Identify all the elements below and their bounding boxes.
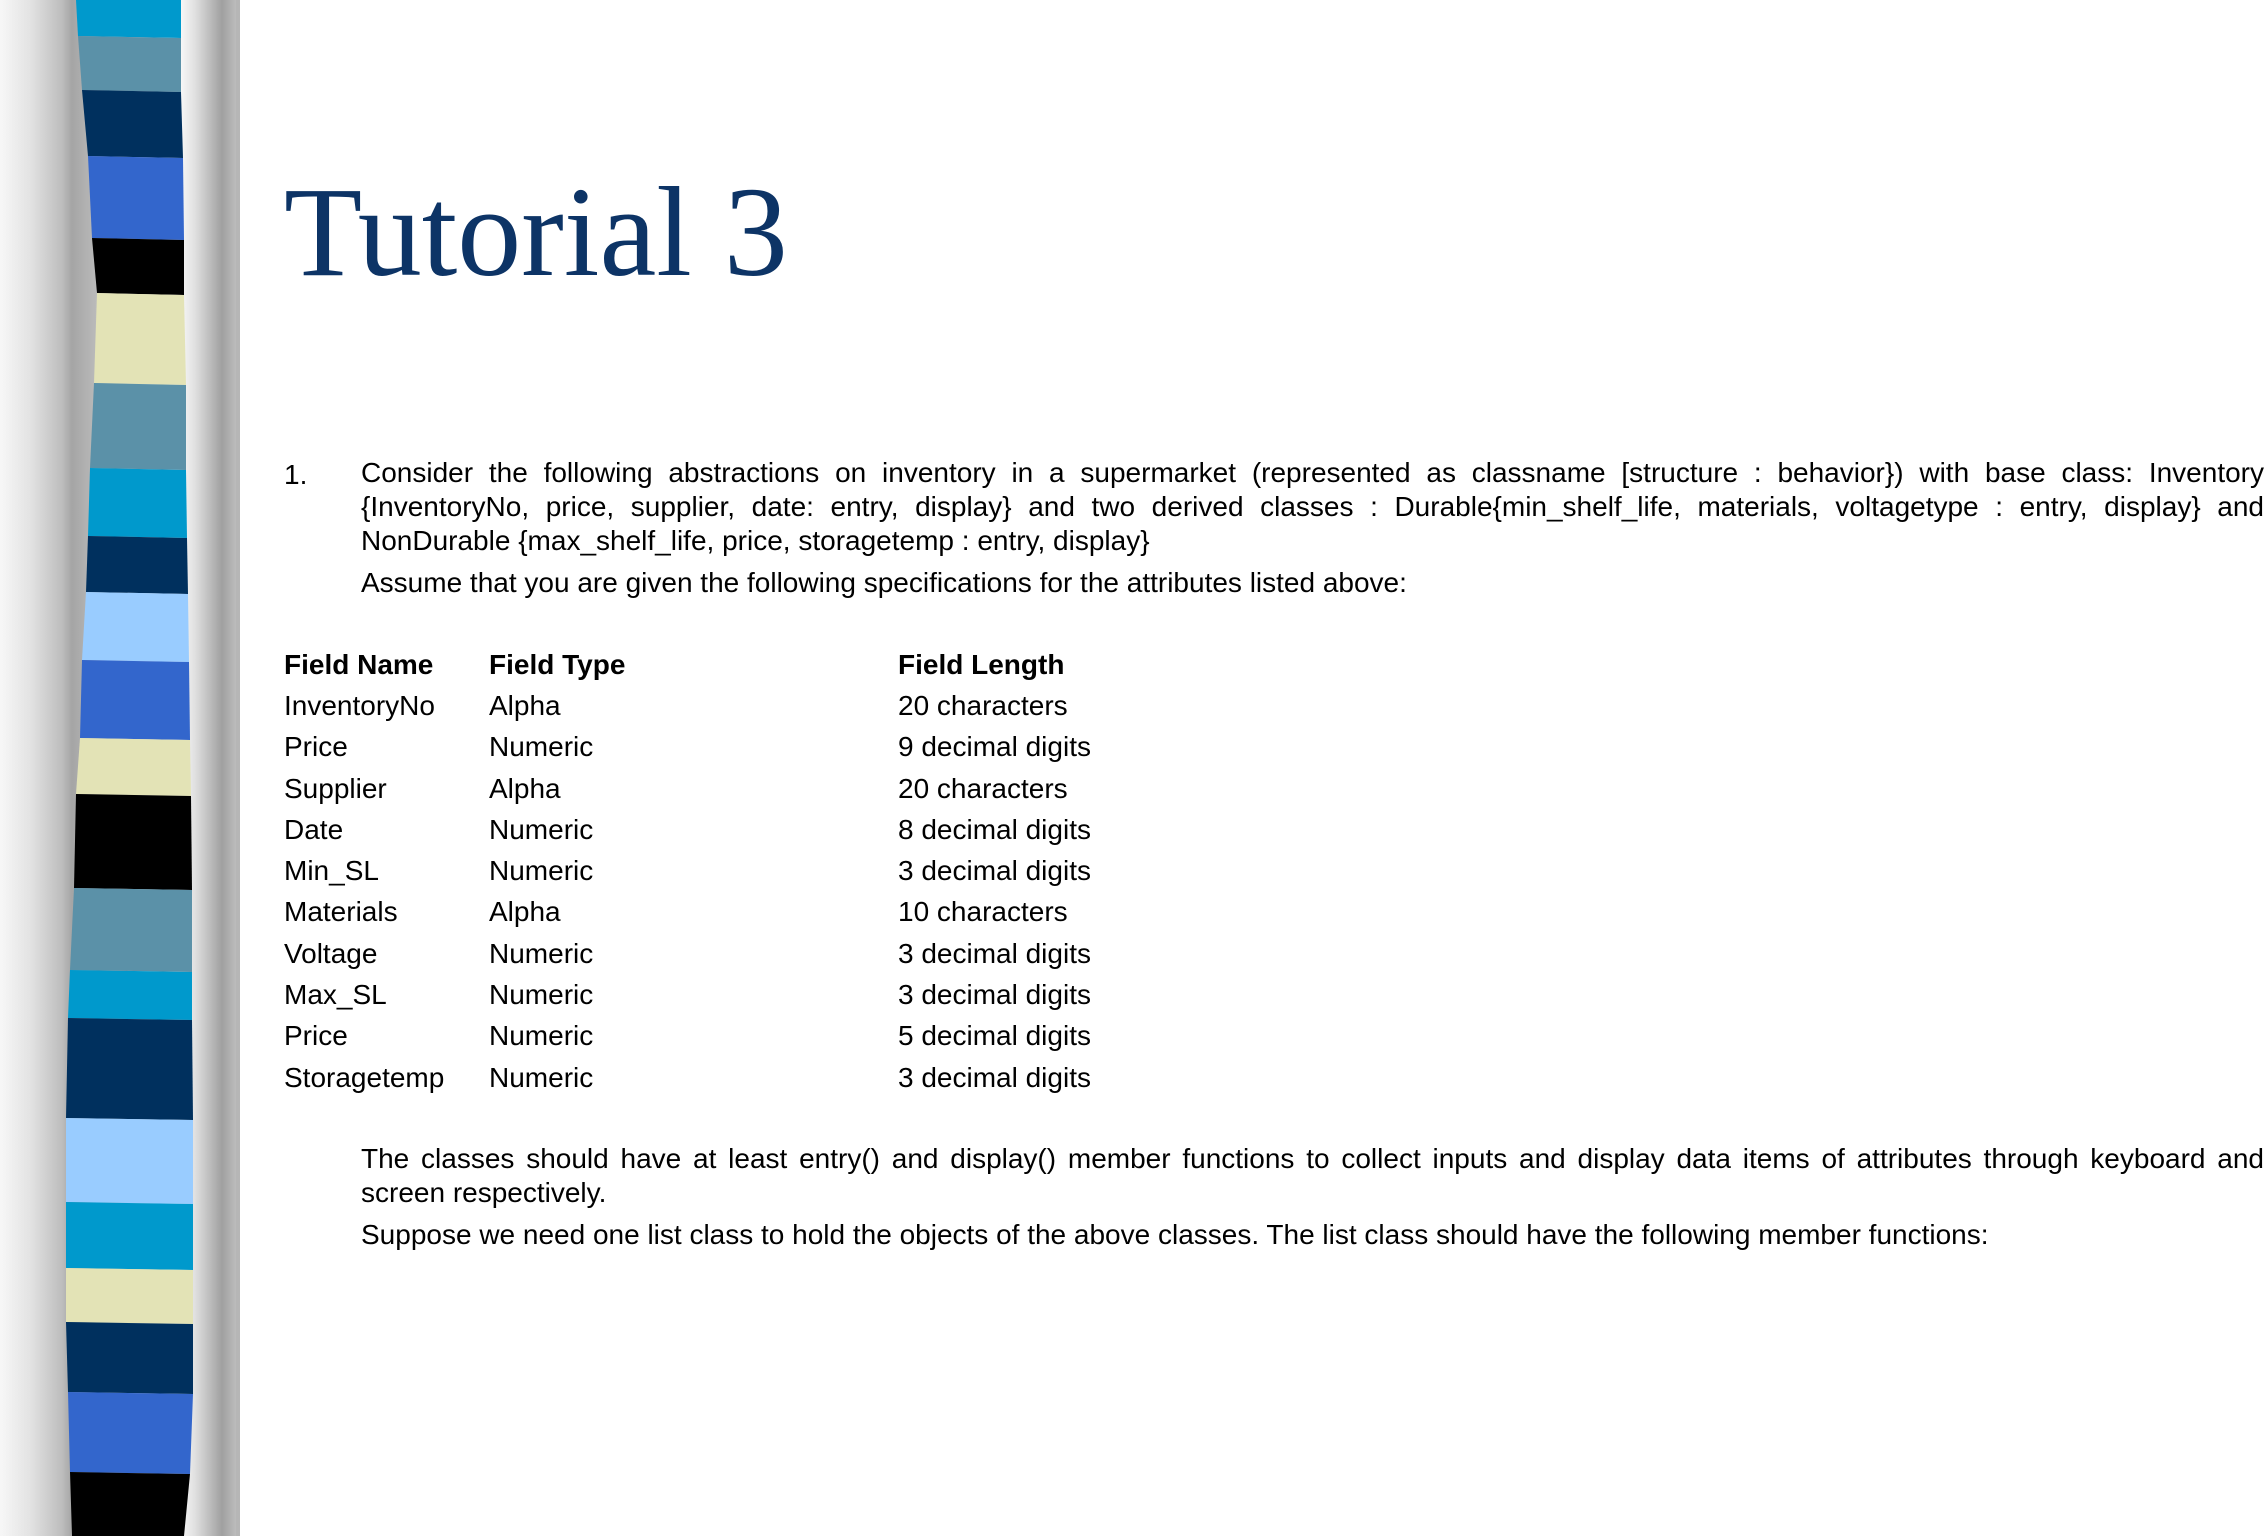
cell-field-length: 3 decimal digits [898, 937, 1091, 969]
cell-field-type: Numeric [489, 1020, 594, 1052]
table-row [284, 850, 1198, 891]
cell-field-name: Price [284, 1020, 348, 1052]
table-row [284, 809, 1198, 850]
table-row [284, 727, 1198, 768]
cell-field-name: Price [284, 731, 348, 763]
classes-paragraph: The classes should have at least entry() and display() member functions to collect inputs and display data items of attributes through keyboard and screen respectively. [361, 1143, 2264, 1208]
cell-field-length: 3 decimal digits [898, 979, 1091, 1011]
cell-field-type: Alpha [489, 772, 561, 804]
cell-field-length: 8 decimal digits [898, 813, 1091, 845]
cell-field-length: 20 characters [898, 689, 1068, 721]
cell-field-name: InventoryNo [284, 689, 435, 721]
slide-title: Tutorial 3 [284, 161, 788, 303]
header-field-type: Field Type [489, 648, 626, 680]
table-header-row [284, 644, 1198, 685]
cell-field-name: Voltage [284, 937, 378, 969]
table-row [284, 685, 1198, 726]
cell-field-name: Min_SL [284, 855, 379, 887]
cell-field-length: 5 decimal digits [898, 1020, 1091, 1052]
table-row [284, 892, 1198, 933]
cell-field-length: 20 characters [898, 772, 1068, 804]
cell-field-name: Storagetemp [284, 1061, 445, 1093]
cell-field-length: 9 decimal digits [898, 731, 1091, 763]
header-field-name: Field Name [284, 648, 434, 680]
assume-paragraph: Assume that you are given the following specifications for the attributes listed above: [361, 567, 1407, 598]
striped-band-graphic [0, 0, 240, 1536]
question-number: 1. [284, 459, 308, 490]
cell-field-name: Supplier [284, 772, 387, 804]
cell-field-type: Alpha [489, 896, 561, 928]
cell-field-length: 10 characters [898, 896, 1068, 928]
header-field-length: Field Length [898, 648, 1065, 680]
cell-field-length: 3 decimal digits [898, 1061, 1091, 1093]
cell-field-type: Alpha [489, 689, 561, 721]
cell-field-type: Numeric [489, 937, 594, 969]
field-spec-table [284, 644, 1198, 1098]
table-row [284, 768, 1198, 809]
cell-field-type: Numeric [489, 979, 594, 1011]
cell-field-type: Numeric [489, 1061, 594, 1093]
cell-field-name: Date [284, 813, 344, 845]
list-paragraph: Suppose we need one list class to hold the objects of the above classes. The list class should have the following member functions: [361, 1219, 1989, 1250]
table-row [284, 1057, 1198, 1098]
table-row [284, 1016, 1198, 1057]
cell-field-type: Numeric [489, 855, 594, 887]
cell-field-length: 3 decimal digits [898, 855, 1091, 887]
table-row [284, 933, 1198, 974]
intro-paragraph: Consider the following abstractions on inventory in a supermarket (represented as classname [structure : behavior}) with base class: Inventory {InventoryNo, price, supplier, date: entry, display} and two derived classes : Durable{min_shelf_life, materials, voltagetype : entry, display} and NonDurable {max_shelf_life, price, storagetemp : entry, display} [361, 457, 2264, 556]
cell-field-name: Materials [284, 896, 398, 928]
decorative-side-band [0, 0, 240, 1536]
table-row [284, 974, 1198, 1015]
cell-field-type: Numeric [489, 731, 594, 763]
band-edge-divider [236, 0, 240, 1536]
cell-field-type: Numeric [489, 813, 594, 845]
cell-field-name: Max_SL [284, 979, 387, 1011]
